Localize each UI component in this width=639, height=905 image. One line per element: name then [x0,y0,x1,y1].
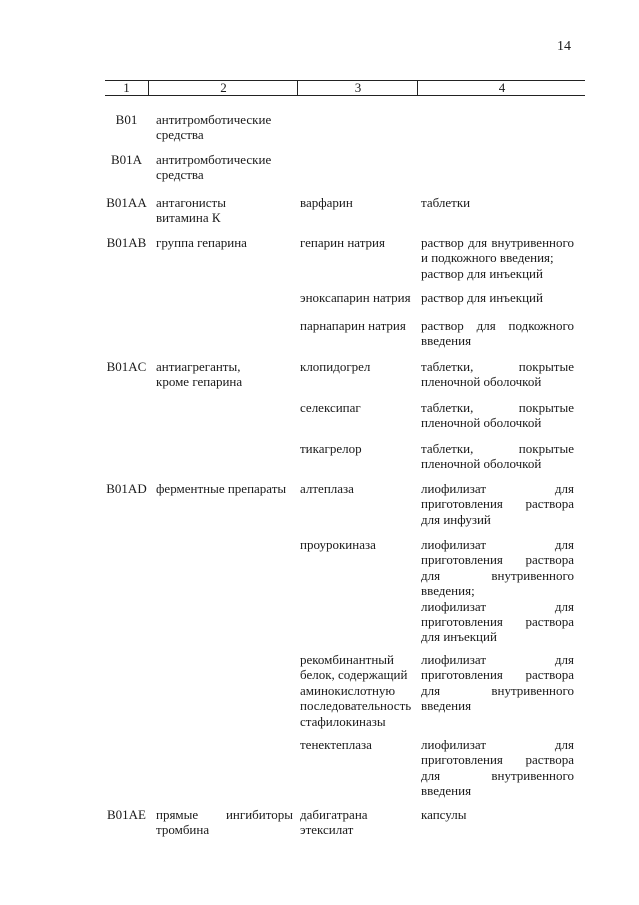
table-row [0,537,639,645]
group-name-line: прямые ингибиторы [156,807,293,822]
dosage-form-line: для инфузий [421,511,491,527]
col-code [105,112,148,127]
col-group [156,195,293,226]
drug-name-line: гепарин натрия [300,235,385,250]
group-name-line: группа гепарина [156,235,247,250]
dosage-form-line: раствор для внутривенного [421,235,574,250]
dosage-form-line: таблетки [421,195,471,210]
col-drug [300,537,413,552]
drug-name-line: белок, содержащий [300,667,408,683]
dosage-form-line: таблетки, покрытые [421,441,574,456]
page-number: 14 [557,39,571,54]
dosage-form-line: введения; [421,583,475,599]
drug-name-line: аминокислотную [300,682,396,698]
dosage-form-line: приготовления раствора [421,614,574,630]
drug-name-line: стафилокиназы [300,713,386,729]
drug-name-line: варфарин [300,195,353,210]
dosage-form-line: приготовления раствора [421,752,574,768]
col-form [421,195,574,210]
col-group [156,112,293,143]
dosage-form-line: приготовления раствора [421,552,574,568]
col-drug [300,290,413,305]
table-row [0,652,639,729]
dosage-form-line: таблетки, покрытые [421,400,574,415]
col-form [421,318,574,349]
col-drug [300,441,413,456]
dosage-form-line: пленочной оболочкой [421,415,542,431]
dosage-form-line: лиофилизат для [421,737,574,752]
group-name-line: антагонисты [156,195,226,210]
col-form [421,652,574,714]
drug-name-line: этексилат [300,822,354,838]
drug-name-line: эноксапарин натрия [300,290,411,305]
drug-name-line: парнапарин натрия [300,318,406,333]
dosage-form-line: раствор для подкожного [421,318,574,333]
col-group [156,359,293,390]
drug-name-line: алтеплаза [300,481,354,496]
table-row [0,290,639,305]
drug-name-line: тикагрелор [300,441,362,456]
group-name-line: средства [156,167,204,183]
dosage-form-line: таблетки, покрытые [421,359,574,374]
table-row [0,359,639,390]
header-cell-1: 1 [123,80,130,95]
table-row [0,152,639,183]
col-code [105,481,148,496]
dosage-form-line: приготовления раствора [421,667,574,683]
table-row [0,112,639,143]
drug-name-line: тенектеплаза [300,737,372,752]
col-code [105,152,148,167]
col-code [105,235,148,250]
col-drug [300,235,413,250]
col-form [421,441,574,472]
dosage-form-line: введения [421,698,472,714]
col-form [421,807,574,822]
col-code [105,195,148,210]
group-name-line: средства [156,127,204,143]
atc-code: B01AB [106,235,147,250]
atc-code: B01AD [106,481,147,496]
group-name-line: ферментные препараты [156,481,287,496]
atc-code: B01AA [106,195,147,210]
drug-name-line: рекомбинантный [300,652,394,667]
dosage-form-line: раствор для инъекций [421,265,543,281]
col-form [421,235,574,281]
table-header [105,80,585,96]
col-group [156,152,293,183]
dosage-form-line: для инъекций [421,629,497,645]
atc-code: B01A [110,152,143,167]
col-drug [300,318,413,333]
table-row [0,400,639,431]
dosage-form-line: лиофилизат для [421,481,574,496]
atc-code: B01 [115,112,138,127]
table-row [0,235,639,281]
col-form [421,359,574,390]
col-group [156,807,293,838]
header-cell-2: 2 [148,81,298,95]
dosage-form-line: капсулы [421,807,467,822]
group-name-line: витамина К [156,210,221,226]
col-drug [300,652,413,729]
col-form [421,481,574,527]
col-code [105,359,148,374]
col-form [421,290,574,305]
table-row [0,441,639,472]
table-row [0,195,639,226]
header-cell-4: 4 [417,81,586,95]
dosage-form-line: введения [421,333,472,349]
dosage-form-line: лиофилизат для [421,537,574,552]
dosage-form-line: пленочной оболочкой [421,456,542,472]
col-group [156,235,293,250]
group-name-line: тромбина [156,822,210,838]
header-cell-3: 3 [297,81,418,95]
drug-name-line: клопидогрел [300,359,371,374]
dosage-form-line: раствор для инъекций [421,290,543,305]
atc-code: B01AE [107,807,146,822]
dosage-form-line: приготовления раствора [421,496,574,512]
table-row [0,807,639,838]
col-drug [300,737,413,752]
col-form [421,400,574,431]
dosage-form-line: для внутривенного [421,767,574,783]
group-name-line: антиагреганты, [156,359,241,374]
col-form [421,537,574,645]
col-group [156,481,293,496]
dosage-form-line: и подкожного введения; [421,250,554,266]
atc-code: B01AC [106,359,147,374]
drug-name-line: проурокиназа [300,537,376,552]
drug-name-line: селексипаг [300,400,361,415]
table-row [0,318,639,349]
table-row [0,737,639,799]
col-drug [300,807,413,838]
dosage-form-line: для внутривенного [421,682,574,698]
col-drug [300,400,413,415]
col-code [105,807,148,822]
col-drug [300,481,413,496]
dosage-form-line: введения [421,783,472,799]
table-row [0,481,639,527]
group-name-line: антитромботические [156,112,272,127]
dosage-form-line: лиофилизат для [421,598,574,614]
group-name-line: антитромботические [156,152,272,167]
drug-name-line: последовательность [300,698,412,714]
col-drug [300,359,413,374]
dosage-form-line: лиофилизат для [421,652,574,667]
group-name-line: кроме гепарина [156,374,243,390]
drug-name-line: дабигатрана [300,807,368,822]
dosage-form-line: для внутривенного [421,567,574,583]
col-drug [300,195,413,210]
col-form [421,737,574,799]
dosage-form-line: пленочной оболочкой [421,374,542,390]
